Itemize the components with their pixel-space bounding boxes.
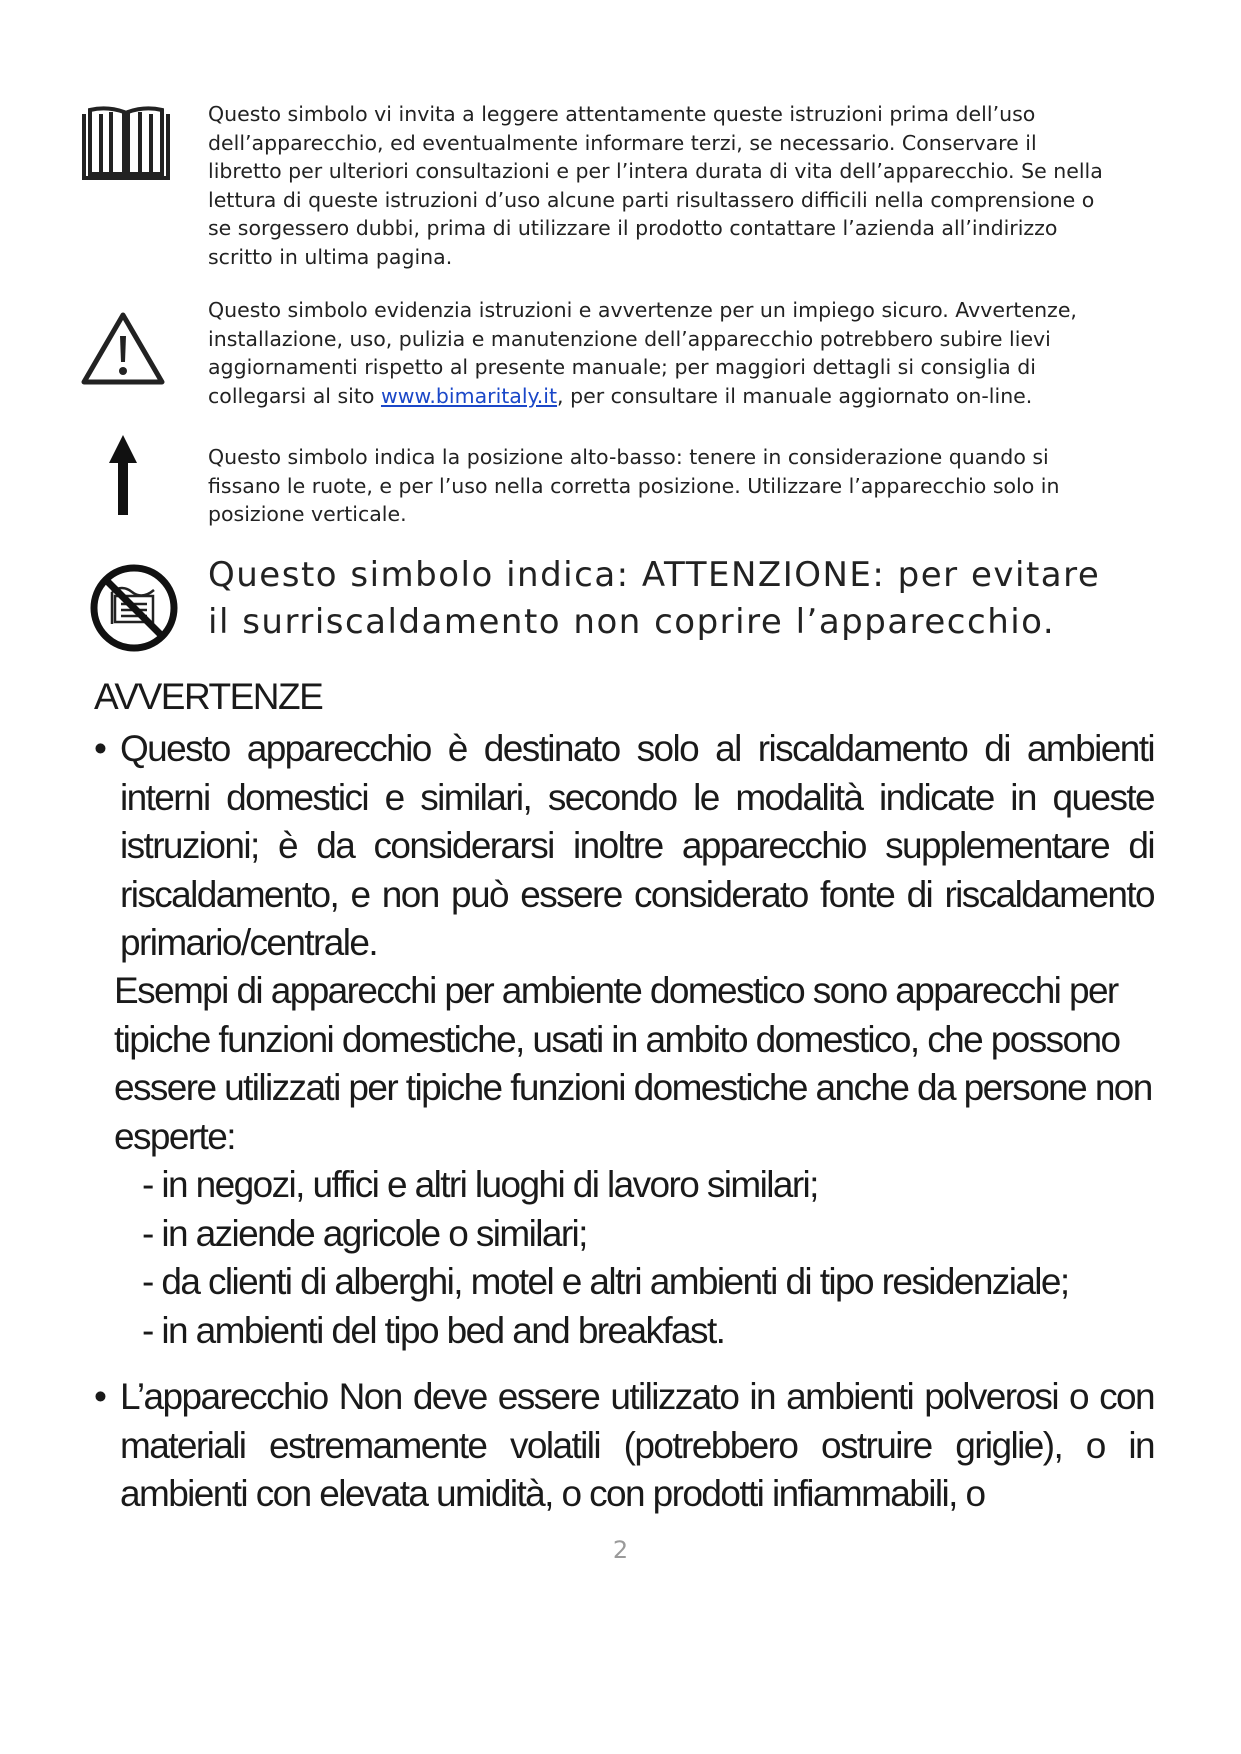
bullet-dot: •: [94, 1376, 106, 1417]
warning-text-after: , per consultare il manuale aggiornato on-line.: [557, 383, 1033, 408]
website-link[interactable]: www.bimaritaly.it: [380, 383, 558, 408]
examples-list: [142, 1161, 1142, 1355]
warning-item-1: [94, 725, 1154, 968]
warning-item-2-text: L’apparecchio Non deve essere utilizzato in ambienti polverosi o con materiali estremamente volatili (potrebbero ostruire griglie), o in ambienti con elevata umidità, o con prodotti infiammabili, o: [120, 1376, 1154, 1514]
list-item: - in negozi, uffici e altri luoghi di lavoro similari;: [142, 1164, 818, 1205]
list-item: - da clienti di alberghi, motel e altri ambienti di tipo residenziale;: [142, 1261, 1069, 1302]
warnings-heading: AVVERTENZE: [94, 676, 323, 717]
read-manual-text: Questo simbolo vi invita a leggere attentamente queste istruzioni prima dell’uso dell’apparecchio, ed eventualmente informare terzi, se necessario. Conservare il libretto per ulteriori consultazioni e per l’intera durata di vita dell’apparecchio. Se nella lettura di queste istruzioni d’uso alcune parti risultassero difficili nella comprensione o se sorgessero dubbi, prima di utilizzare il prodotto contattare l’azienda all’indirizzo scritto in ultima pagina.: [208, 102, 1103, 269]
do-not-cover-text-before: Questo simbolo indica:: [208, 555, 642, 595]
warning-item-1-text: Questo apparecchio è destinato solo al riscaldamento di ambienti interni domestici e similari, secondo le modalità indicate in queste istruzioni; è da considerarsi inoltre apparecchio supplementare di riscaldamento, e non può essere considerato fonte di riscaldamento primario/centrale.: [120, 728, 1154, 963]
list-item: - in aziende agricole o similari;: [142, 1212, 587, 1254]
do-not-cover-icon: [88, 562, 180, 658]
attention-label: ATTENZIONE: [641, 555, 873, 595]
do-not-cover-text: [208, 552, 1128, 646]
warning-text-before: Questo simbolo evidenzia istruzioni e avvertenze per un impiego sicuro. Avvertenze, installazione, uso, pulizia e manutenzione dell’apparecchio potrebbero subire lievi aggiornamenti rispetto al presente manuale; per maggiori dettagli si consiglia di collegarsi al sito: [208, 298, 1077, 408]
arrow-up-icon: [108, 433, 138, 521]
warning-item-2: [94, 1373, 1154, 1519]
open-book-icon: [80, 104, 172, 188]
do-not-cover-text-after: : per evitare il surriscaldamento non coprire l’apparecchio.: [208, 555, 1101, 642]
warning-text: [208, 296, 1108, 410]
bullet-dot: •: [94, 728, 106, 769]
orientation-text: Questo simbolo indica la posizione alto-basso: tenere in considerazione quando si fissano le ruote, e per l’uso nella corretta posizione. Utilizzare l’apparecchio solo in posizione verticale.: [208, 445, 1060, 526]
list-item: - in ambienti del tipo bed and breakfast.: [142, 1309, 725, 1351]
examples-intro: Esempi di apparecchi per ambiente domestico sono apparecchi per tipiche funzioni domestiche, usati in ambito domestico, che possono essere utilizzati per tipiche funzioni domestiche anche da persone non esperte:: [114, 970, 1152, 1157]
page-number: 2: [612, 1536, 629, 1564]
warning-triangle-icon: [80, 310, 166, 392]
